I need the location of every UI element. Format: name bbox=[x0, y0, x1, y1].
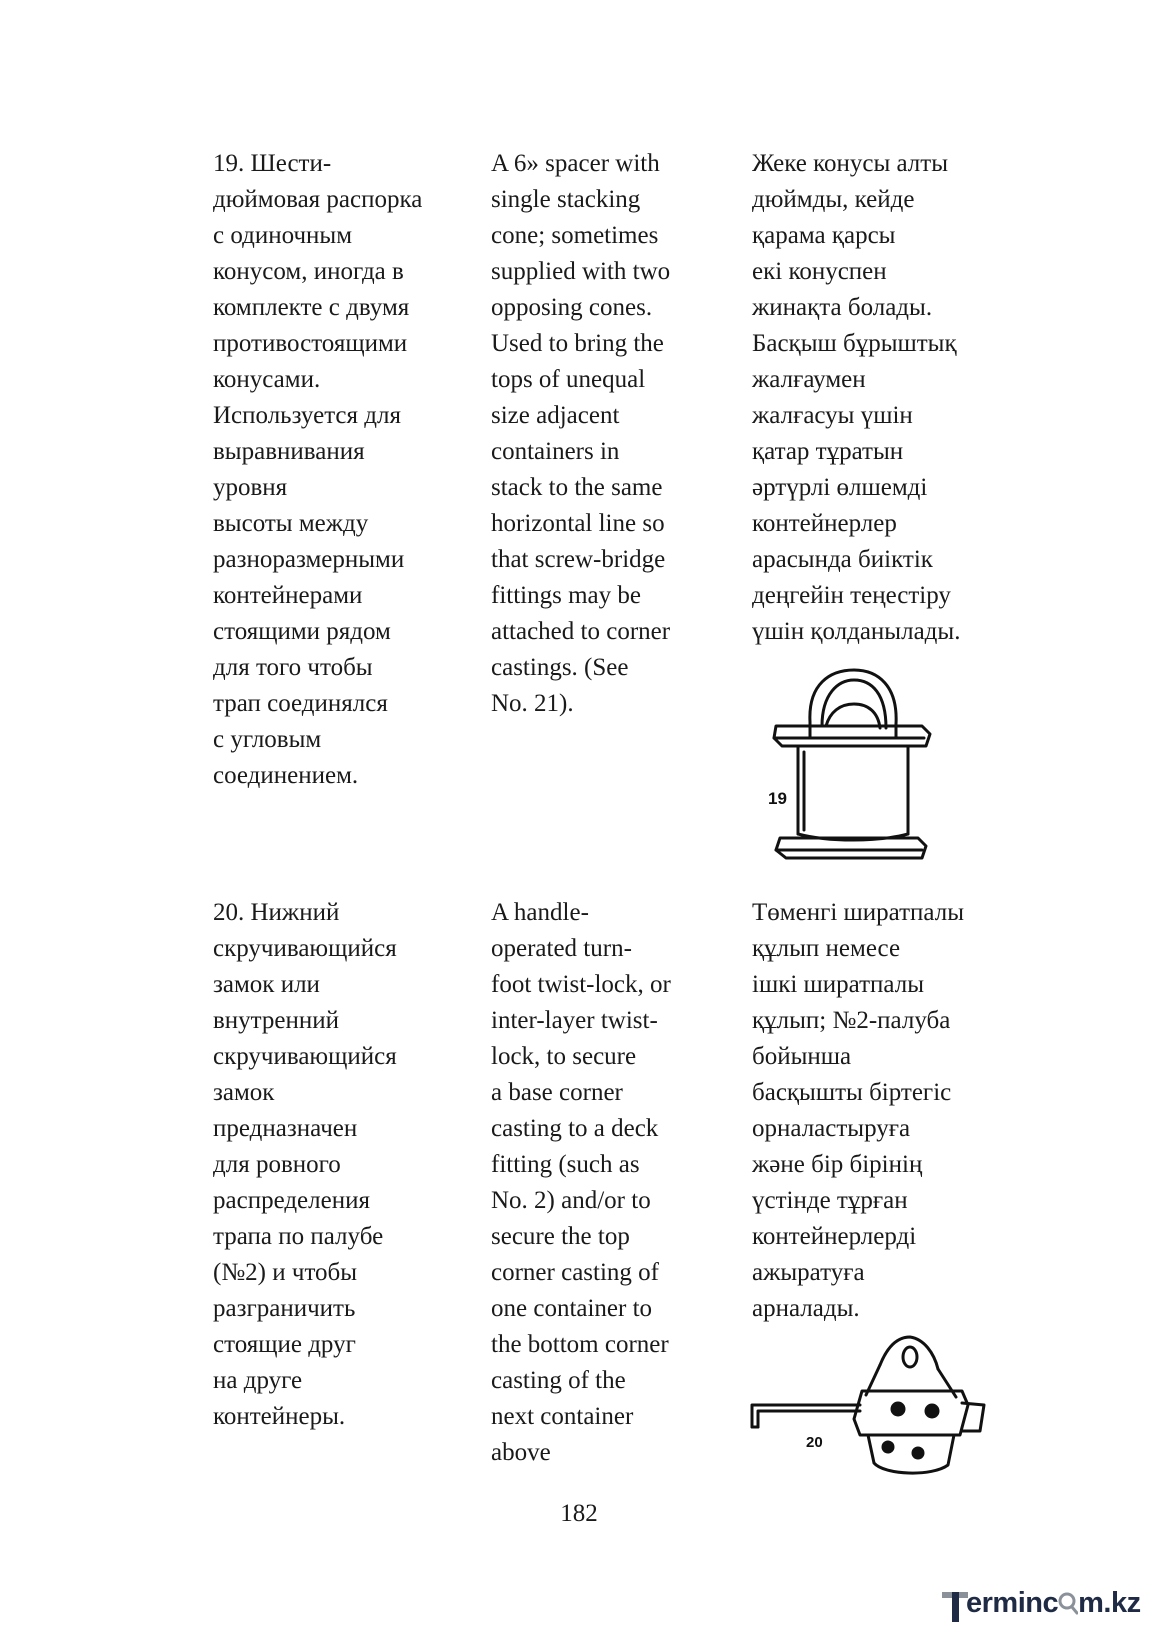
watermark-text: erminc m.kz bbox=[966, 1587, 1141, 1619]
svg-text:T: T bbox=[940, 1587, 941, 1588]
entry-20-russian: 20. Нижний скручивающийся замок или внутренний скручивающийся замок предназначен для ровного распределения трапа по палубе (№2) и чтобы разграничить стоящие друг на друге контейнеры. bbox=[213, 899, 397, 1430]
entry-19-russian: 19. Шести- дюймовая распорка с одиночным конусом, иногда в комплекте с двумя противостоящими конусами. Используется для выравнивания уровня высоты между разноразмерными контейнерами стоящими рядом для того чтобы трап соединялся с угловым соединением. bbox=[213, 150, 423, 789]
site-watermark bbox=[940, 1587, 1150, 1627]
entry-20-kazakh: Төменгі ширатпалы құлып немесе ішкі ширатпалы құлып; №2-палуба бойынша басқышты біртегіс орналастыруға және бір бірінің үстінде тұрған контейнерлерді ажыратуға арналады. bbox=[752, 899, 964, 1322]
entry-19-english: A 6» spacer with single stacking cone; sometimes supplied with two opposing cones. Used to bring the tops of unequal size adjacent containers in stack to the same horizontal line so that screw-bridge fittings may be attached to corner castings. (See No. 21). bbox=[491, 150, 671, 717]
entry-19-kazakh: Жеке конусы алты дюймды, кейде қарама қарсы екі конуспен жинақта болады. Басқыш бұрыштық жалғаумен жалғасуы үшін қатар тұратын әртүрлі өлшемді контейнерлер арасында биіктік деңгейін теңестіру үшін қолданылады. bbox=[752, 150, 961, 645]
twist-lock-figure bbox=[748, 1335, 988, 1485]
page-number: 182 bbox=[560, 1500, 598, 1527]
magnifier-icon bbox=[1058, 1591, 1078, 1615]
figure-19-label: 19 bbox=[768, 789, 787, 808]
figure-20-label: 20 bbox=[806, 1434, 823, 1451]
spacer-cone-figure bbox=[768, 664, 938, 884]
entry-20-english: A handle- operated turn- foot twist-lock, or inter-layer twist- lock, to secure a base corner casting to a deck fitting (such as No. 2) and/or to secure the top corner casting of one container to the bottom corner casting of the next container above bbox=[491, 899, 671, 1466]
